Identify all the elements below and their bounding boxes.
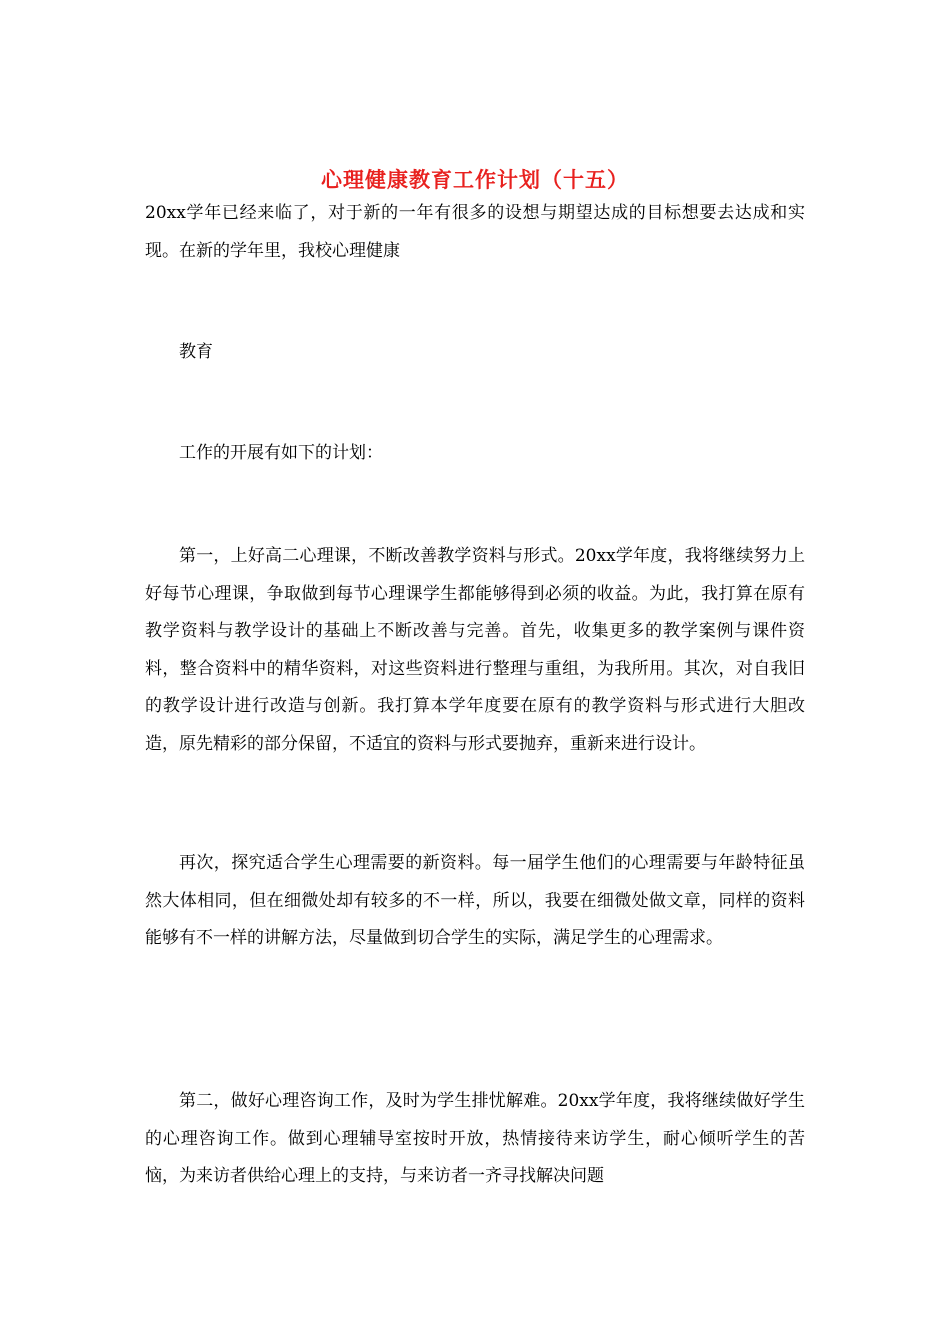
paragraph-plan-lead: 工作的开展有如下的计划： [179,443,383,463]
paragraph-again-point: 再次，探究适合学生心理需要的新资料。每一届学生他们的心理需要与年龄特征虽然大体相同，但在细微处却有较多的不一样，所以，我要在细微处做文章，同样的资料能够有不一样的讲解方法，尽量做到切合学生的实际，满足学生的心理需求。 [145,853,805,948]
paragraph-intro: 20xx学年已经来临了，对于新的一年有很多的设想与期望达成的目标想要去达成和实现。在新的学年里，我校心理健康 [145,203,805,261]
paragraph-first-point: 第一，上好高二心理课，不断改善教学资料与形式。20xx学年度，我将继续努力上好每节心理课，争取做到每节心理课学生都能够得到必须的收益。为此，我打算在原有教学资料与教学设计的基础上不断改善与完善。首先，收集更多的教学案例与课件资料，整合资料中的精华资料，对这些资料进行整理与重组，为我所用。其次，对自我旧的教学设计进行改造与创新。我打算本学年度要在原有的教学资料与形式进行大胆改造，原先精彩的部分保留，不适宜的资料与形式要抛弃，重新来进行设计。 [145,546,805,754]
paragraph-second-point: 第二，做好心理咨询工作，及时为学生排忧解难。20xx学年度，我将继续做好学生的心理咨询工作。做到心理辅导室按时开放，热情接待来访学生，耐心倾听学生的苦恼，为来访者供给心理上的支持，与来访者一齐寻找解决问题 [145,1091,805,1186]
paragraph-fragment-education: 教育 [179,342,213,362]
document-title: 心理健康教育工作计划（十五） [321,167,629,193]
